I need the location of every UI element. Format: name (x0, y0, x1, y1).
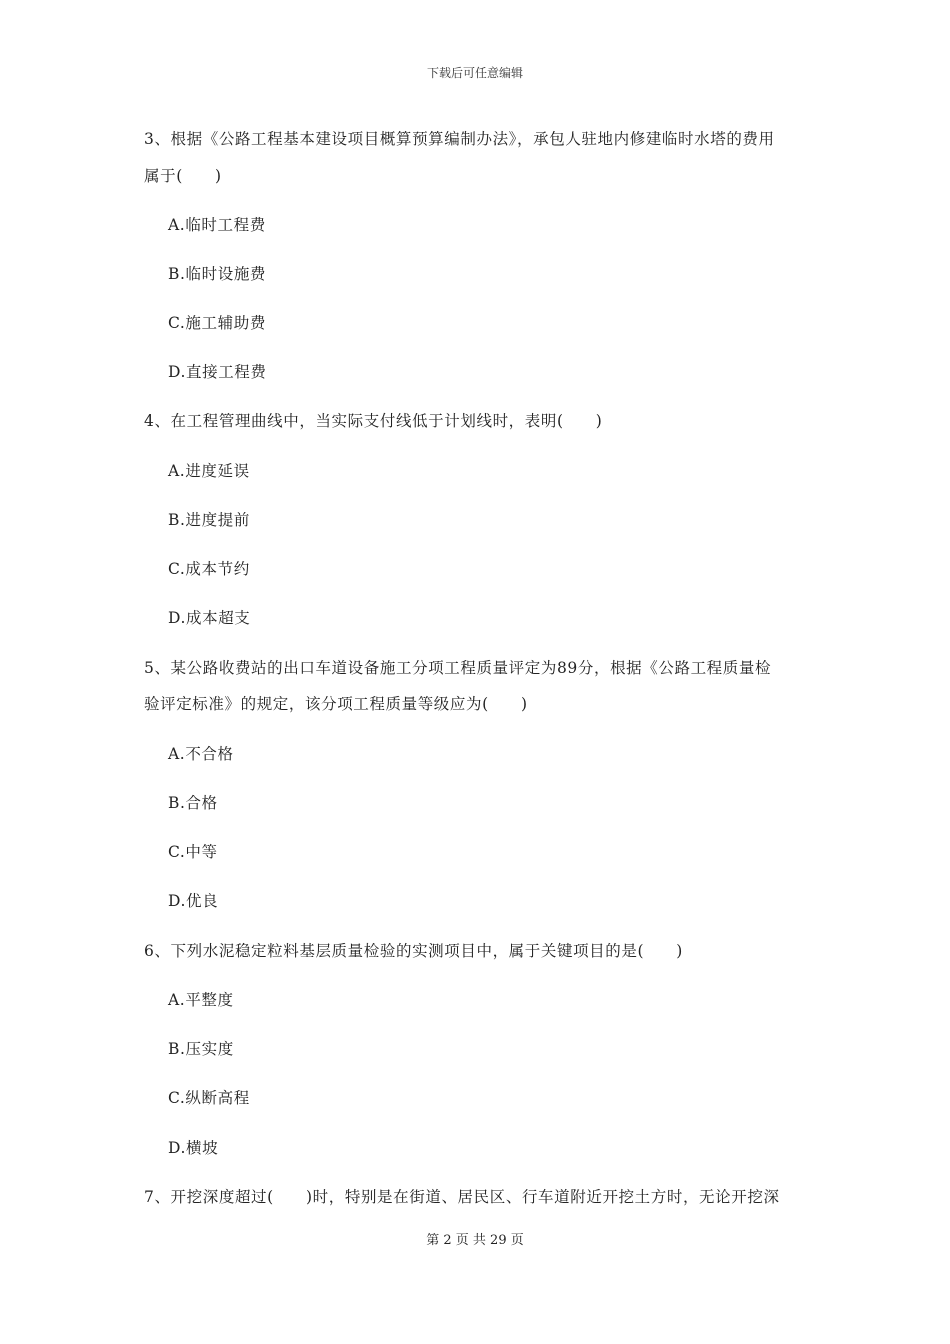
question-5-stem-line-2: 验评定标准》的规定，该分项工程质量等级应为( ) (144, 695, 528, 713)
question-4-option-a: A.进度延误 (168, 462, 250, 480)
question-3-option-d: D.直接工程费 (168, 363, 267, 381)
question-6-stem-line-1: 6、下列水泥稳定粒料基层质量检验的实测项目中，属于关键项目的是( ) (144, 942, 683, 960)
question-6-option-b: B.压实度 (168, 1040, 234, 1058)
question-3-stem-line-1: 3、根据《公路工程基本建设项目概算预算编制办法》，承包人驻地内修建临时水塔的费用 (144, 130, 775, 148)
page-footer: 第 2 页 共 29 页 (426, 1233, 524, 1248)
question-5-option-a: A.不合格 (168, 745, 234, 763)
question-5-option-c: C.中等 (168, 843, 218, 861)
question-3-option-a: A.临时工程费 (168, 216, 266, 234)
question-3-option-b: B.临时设施费 (168, 265, 267, 283)
page-header: 下载后可任意编辑 (426, 66, 523, 80)
question-3-option-c: C.施工辅助费 (168, 314, 266, 332)
question-7-stem-line-1: 7、开挖深度超过( )时，特别是在街道、居民区、行车道附近开挖土方时，无论开挖深 (144, 1188, 780, 1206)
question-4-option-b: B.进度提前 (168, 511, 250, 529)
question-3-stem-line-2: 属于( ) (144, 167, 222, 185)
question-4-stem-line-1: 4、在工程管理曲线中，当实际支付线低于计划线时，表明( ) (144, 412, 603, 430)
question-4-option-c: C.成本节约 (168, 560, 250, 578)
question-4-option-d: D.成本超支 (168, 609, 251, 627)
question-5-option-d: D.优良 (168, 892, 219, 910)
question-6-option-a: A.平整度 (168, 991, 234, 1009)
question-6-option-c: C.纵断高程 (168, 1089, 250, 1107)
question-5-option-b: B.合格 (168, 794, 218, 812)
question-5-stem-line-1: 5、某公路收费站的出口车道设备施工分项工程质量评定为89分，根据《公路工程质量检 (144, 659, 772, 677)
question-6-option-d: D.横坡 (168, 1139, 219, 1157)
